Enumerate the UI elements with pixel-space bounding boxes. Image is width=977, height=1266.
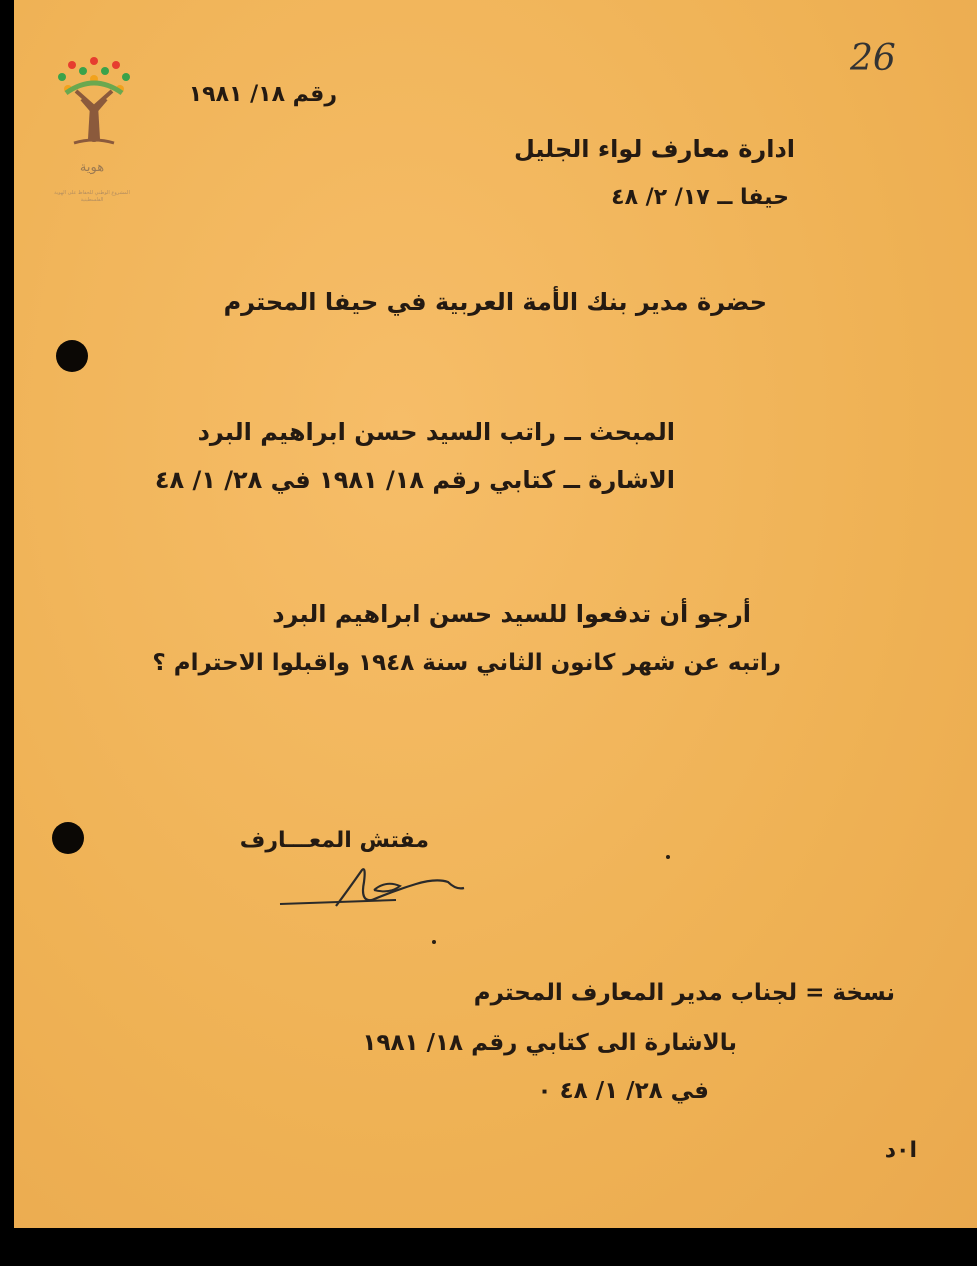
reference-number: رقم ١٨/ ١٩٨١ [188, 82, 337, 107]
copy-line-1: نسخة = لجناب مدير المعارف المحترم [473, 980, 895, 1006]
signature-title: مفتش المعـــارف [239, 828, 429, 853]
addressee: حضرة مدير بنك الأمة العربية في حيفا المحترم [223, 288, 767, 316]
subject-line: المبحث ــ راتب السيد حسن ابراهيم البرد [197, 418, 675, 446]
scan-border [0, 1228, 977, 1266]
page-number: 26 [850, 38, 896, 79]
punch-hole-top [56, 340, 88, 372]
logo-name: هوية [79, 160, 105, 175]
place-date: حيفا ــ ١٧/ ٢/ ٤٨ [611, 185, 789, 210]
handwritten-signature [276, 860, 476, 924]
copy-line-3: في ٢٨/ ١/ ٤٨ ٠ [537, 1078, 709, 1104]
document-page [14, 0, 977, 1228]
body-line-1: أرجو أن تدفعوا للسيد حسن ابراهيم البرد [272, 600, 751, 628]
reference-line: الاشارة ــ كتابي رقم ١٨/ ١٩٨١ في ٢٨/ ١/ ٤٨ [154, 466, 675, 494]
office-name: ادارة معارف لواء الجليل [513, 135, 795, 163]
speck [432, 940, 436, 944]
initials: ا٠د [884, 1138, 917, 1163]
speck [666, 855, 670, 859]
copy-line-2: بالاشارة الى كتابي رقم ١٨/ ١٩٨١ [362, 1030, 737, 1056]
body-line-2: راتبه عن شهر كانون الثاني سنة ١٩٤٨ واقبلوا الاحترام ؟ [152, 650, 781, 676]
logo-subtitle: المشروع الوطني للحفاظ على الهوية الفلسطينية [54, 190, 130, 203]
punch-hole-bottom [52, 822, 84, 854]
